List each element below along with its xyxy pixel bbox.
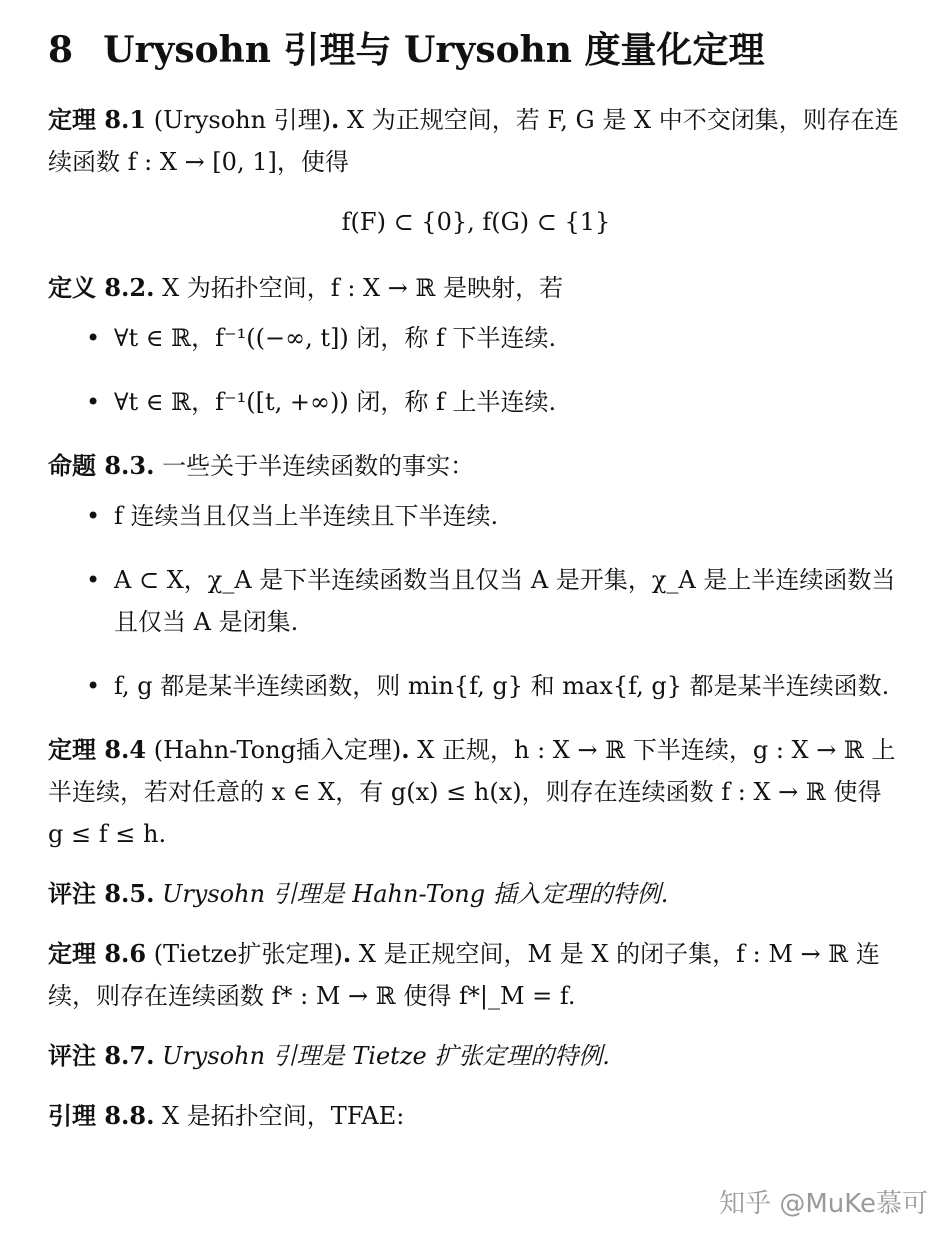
block-note: (Urysohn 引理) xyxy=(153,106,332,134)
list-item: • A ⊂ X，χ_A 是下半连续函数当且仅当 A 是开集，χ_A 是上半连续函数当且仅当 A 是闭集. xyxy=(48,559,904,643)
block-body: X 是正规空间，M 是 X 的闭子集，f : M → ℝ 连续，则存在连续函数 f* : M → ℝ 使得 f*|_M = f. xyxy=(48,940,880,1010)
block-label: 定义 8.2 xyxy=(48,273,147,302)
block-body: Urysohn 引理是 Tietze 扩张定理的特例. xyxy=(154,1042,610,1070)
block-period: . xyxy=(146,1041,155,1070)
remark-8-5 xyxy=(48,873,904,915)
block-period: . xyxy=(146,451,155,480)
list-item: • f 连续当且仅当上半连续且下半连续. xyxy=(48,495,904,537)
block-period: . xyxy=(146,879,155,908)
block-note: (Hahn-Tong插入定理) xyxy=(153,736,402,764)
block-label: 定理 8.4 xyxy=(48,735,147,764)
section-title: Urysohn 引理与 Urysohn 度量化定理 xyxy=(103,29,765,71)
block-period: . xyxy=(146,1101,155,1130)
block-label: 定理 8.1 xyxy=(48,105,147,134)
proposition-8-3 xyxy=(48,445,904,487)
zhihu-watermark: 知乎 @MuKe慕可 xyxy=(719,1189,928,1219)
block-label: 定理 8.6 xyxy=(48,939,147,968)
display-equation: f(F) ⊂ {0}, f(G) ⊂ {1} xyxy=(341,208,611,236)
block-body: Urysohn 引理是 Hahn-Tong 插入定理的特例. xyxy=(154,880,669,908)
block-period: . xyxy=(401,735,410,764)
list-item: • f, g 都是某半连续函数，则 min{f, g} 和 max{f, g} 都是某半连续函数. xyxy=(48,665,904,707)
block-body: X 是拓扑空间，TFAE: xyxy=(154,1102,405,1130)
list-item: • ∀t ∈ ℝ，f⁻¹((−∞, t]) 闭，称 f 下半连续. xyxy=(48,317,904,359)
document-page xyxy=(48,22,904,1155)
block-label: 引理 8.8 xyxy=(48,1101,147,1130)
block-body: X 正规，h : X → ℝ 下半连续，g : X → ℝ 上半连续，若对任意的 x ∈ X，有 g(x) ≤ h(x)，则存在连续函数 f : X → ℝ 使得 g ≤ f ≤ h. xyxy=(48,736,896,848)
lemma-8-8 xyxy=(48,1095,904,1137)
facts-list xyxy=(48,495,904,707)
block-body: X 为正规空间，若 F, G 是 X 中不交闭集，则存在连续函数 f : X → [0, 1]，使得 xyxy=(48,106,899,176)
theorem-8-4 xyxy=(48,729,904,855)
block-label: 评注 8.7 xyxy=(48,1041,147,1070)
block-body: 一些关于半连续函数的事实： xyxy=(154,452,475,480)
block-label: 评注 8.5 xyxy=(48,879,147,908)
block-period: . xyxy=(331,105,340,134)
definition-8-2 xyxy=(48,267,904,309)
theorem-8-6 xyxy=(48,933,904,1017)
block-period: . xyxy=(342,939,352,968)
definition-list xyxy=(48,317,904,423)
block-period: . xyxy=(146,273,155,302)
theorem-8-1 xyxy=(48,99,904,183)
list-item: • ∀t ∈ ℝ，f⁻¹([t, +∞)) 闭，称 f 上半连续. xyxy=(48,381,904,423)
section-number: 8 xyxy=(48,29,74,71)
block-body: X 为拓扑空间，f : X → ℝ 是映射，若 xyxy=(154,274,564,302)
section-heading xyxy=(48,22,904,73)
block-label: 命题 8.3 xyxy=(48,451,147,480)
remark-8-7 xyxy=(48,1035,904,1077)
block-note: (Tietze扩张定理) xyxy=(153,940,343,968)
